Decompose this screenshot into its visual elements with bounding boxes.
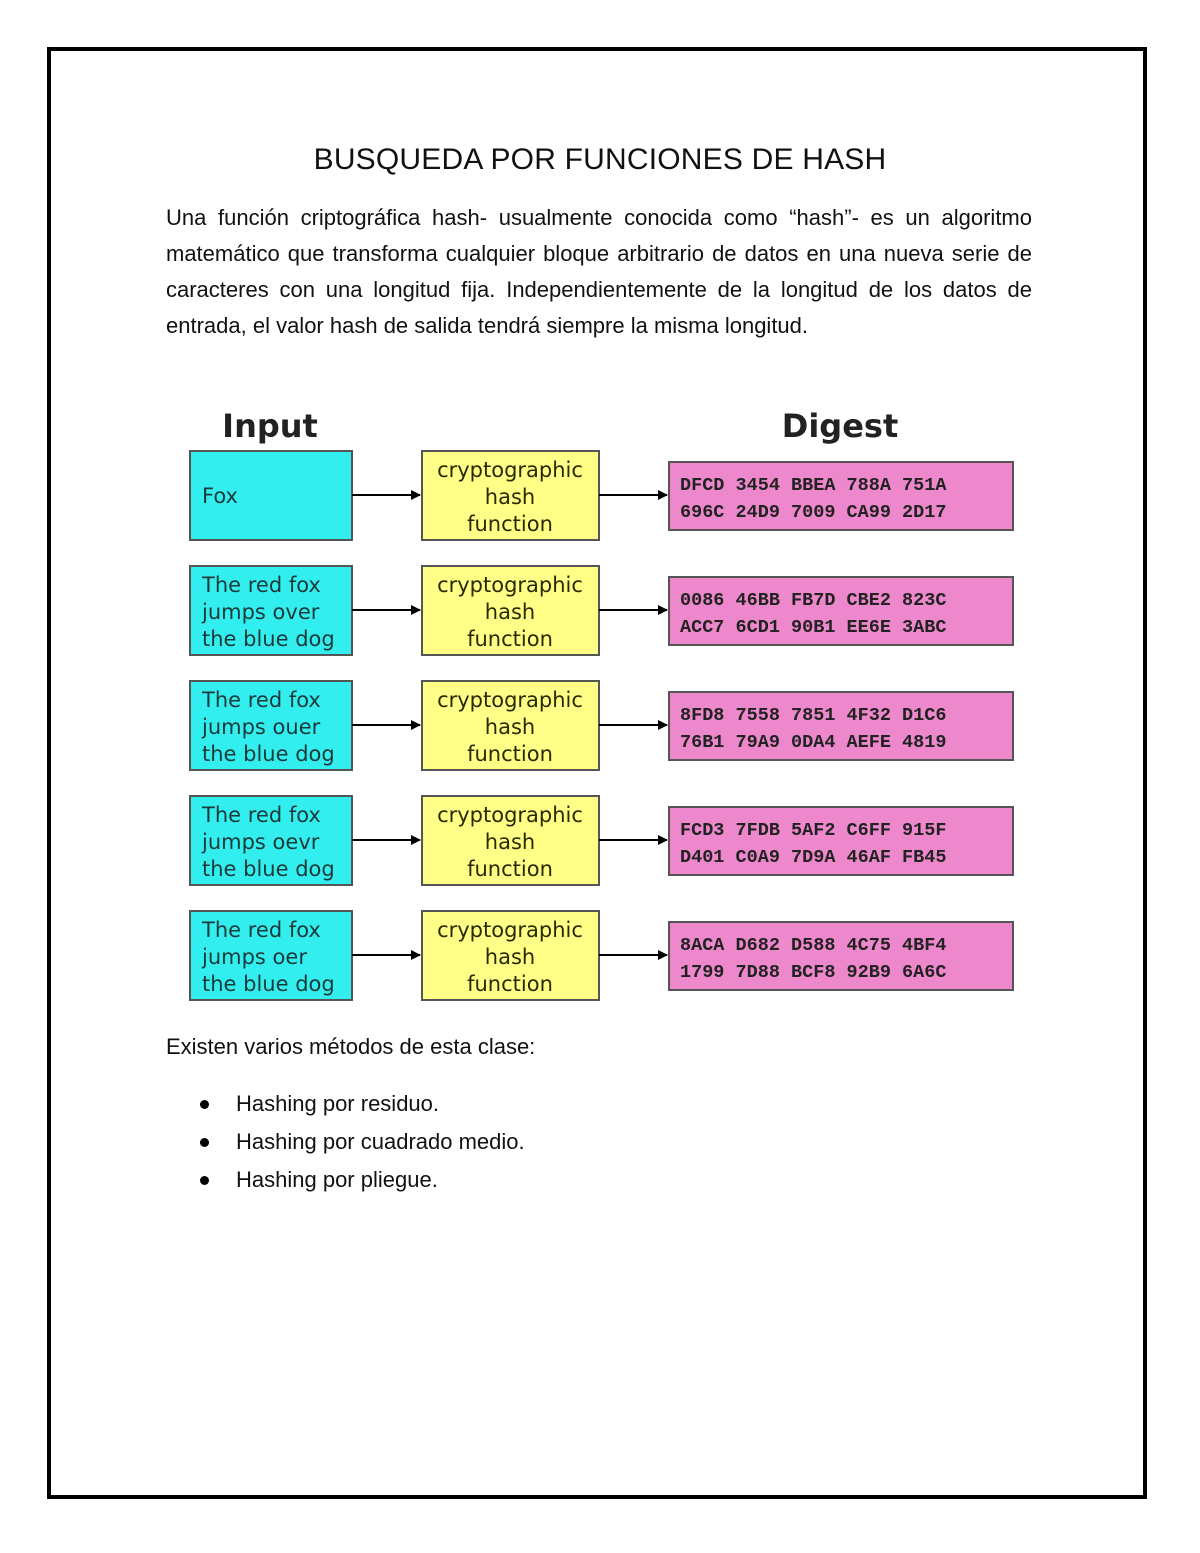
methods-intro: Existen varios métodos de esta clase: xyxy=(166,1034,536,1059)
input-text: The red fox xyxy=(202,688,321,712)
function-text: cryptographic xyxy=(437,918,583,942)
digest-text: FCD3 7FDB 5AF2 C6FF 915F xyxy=(680,820,947,841)
diagram-row xyxy=(190,566,1013,655)
digest-text: 8FD8 7558 7851 4F32 D1C6 xyxy=(680,705,947,726)
function-text: hash xyxy=(484,945,536,969)
digest-text: 1799 7D88 BCF8 92B9 6A6C xyxy=(680,962,947,983)
method-label: Hashing por pliegue. xyxy=(236,1167,438,1192)
input-text: the blue dog xyxy=(202,742,335,766)
function-text: cryptographic xyxy=(437,573,583,597)
input-text: The red fox xyxy=(202,918,321,942)
function-text: hash xyxy=(484,715,536,739)
digest-header: Digest xyxy=(781,407,899,445)
diagram-row xyxy=(190,451,1013,540)
digest-text: D401 C0A9 7D9A 46AF FB45 xyxy=(680,847,947,868)
list-item xyxy=(200,1161,525,1199)
list-item xyxy=(200,1123,525,1161)
input-text: the blue dog xyxy=(202,627,335,651)
digest-text: ACC7 6CD1 90B1 EE6E 3ABC xyxy=(680,617,947,638)
diagram-row xyxy=(190,681,1013,770)
diagram-row xyxy=(190,796,1013,885)
bullet-icon xyxy=(200,1100,209,1109)
input-text: Fox xyxy=(202,484,238,508)
digest-text: 696C 24D9 7009 CA99 2D17 xyxy=(680,502,947,523)
digest-text: 76B1 79A9 0DA4 AEFE 4819 xyxy=(680,732,947,753)
function-text: cryptographic xyxy=(437,803,583,827)
function-text: function xyxy=(467,627,553,651)
input-header: Input xyxy=(222,407,318,445)
page-title: BUSQUEDA POR FUNCIONES DE HASH xyxy=(313,143,887,176)
input-text: jumps ouer xyxy=(202,715,321,739)
digest-text: 8ACA D682 D588 4C75 4BF4 xyxy=(680,935,947,956)
diagram-row xyxy=(190,911,1013,1000)
digest-text: 0086 46BB FB7D CBE2 823C xyxy=(680,590,947,611)
method-label: Hashing por cuadrado medio. xyxy=(236,1129,525,1154)
input-text: jumps over xyxy=(202,600,320,624)
function-text: cryptographic xyxy=(437,688,583,712)
intro-paragraph: Una función criptográfica hash- usualmente conocida como “hash”- es un algoritmo matemático que transforma cualquier bloque arbitrario de datos en una nueva serie de caracteres con una longitud fija. Independientemente de la longitud de los datos de entrada, el valor hash de salida tendrá siempre la misma longitud. xyxy=(166,205,1032,338)
bullet-icon xyxy=(200,1176,209,1185)
input-text: The red fox xyxy=(202,573,321,597)
methods-list xyxy=(200,1085,525,1199)
function-text: hash xyxy=(484,600,536,624)
input-text: jumps oevr xyxy=(202,830,320,854)
method-label: Hashing por residuo. xyxy=(236,1091,440,1116)
function-text: function xyxy=(467,857,553,881)
input-text: the blue dog xyxy=(202,857,335,881)
function-text: function xyxy=(467,742,553,766)
function-text: hash xyxy=(484,830,536,854)
hash-diagram-svg xyxy=(186,400,1016,1005)
function-text: function xyxy=(467,512,553,536)
input-text: jumps oer xyxy=(202,945,307,969)
input-text: The red fox xyxy=(202,803,321,827)
function-text: cryptographic xyxy=(437,458,583,482)
bullet-icon xyxy=(200,1138,209,1147)
list-item xyxy=(200,1085,525,1123)
input-text: the blue dog xyxy=(202,972,335,996)
function-text: function xyxy=(467,972,553,996)
digest-text: DFCD 3454 BBEA 788A 751A xyxy=(680,475,947,496)
hash-diagram xyxy=(186,400,1016,1005)
function-text: hash xyxy=(484,485,536,509)
